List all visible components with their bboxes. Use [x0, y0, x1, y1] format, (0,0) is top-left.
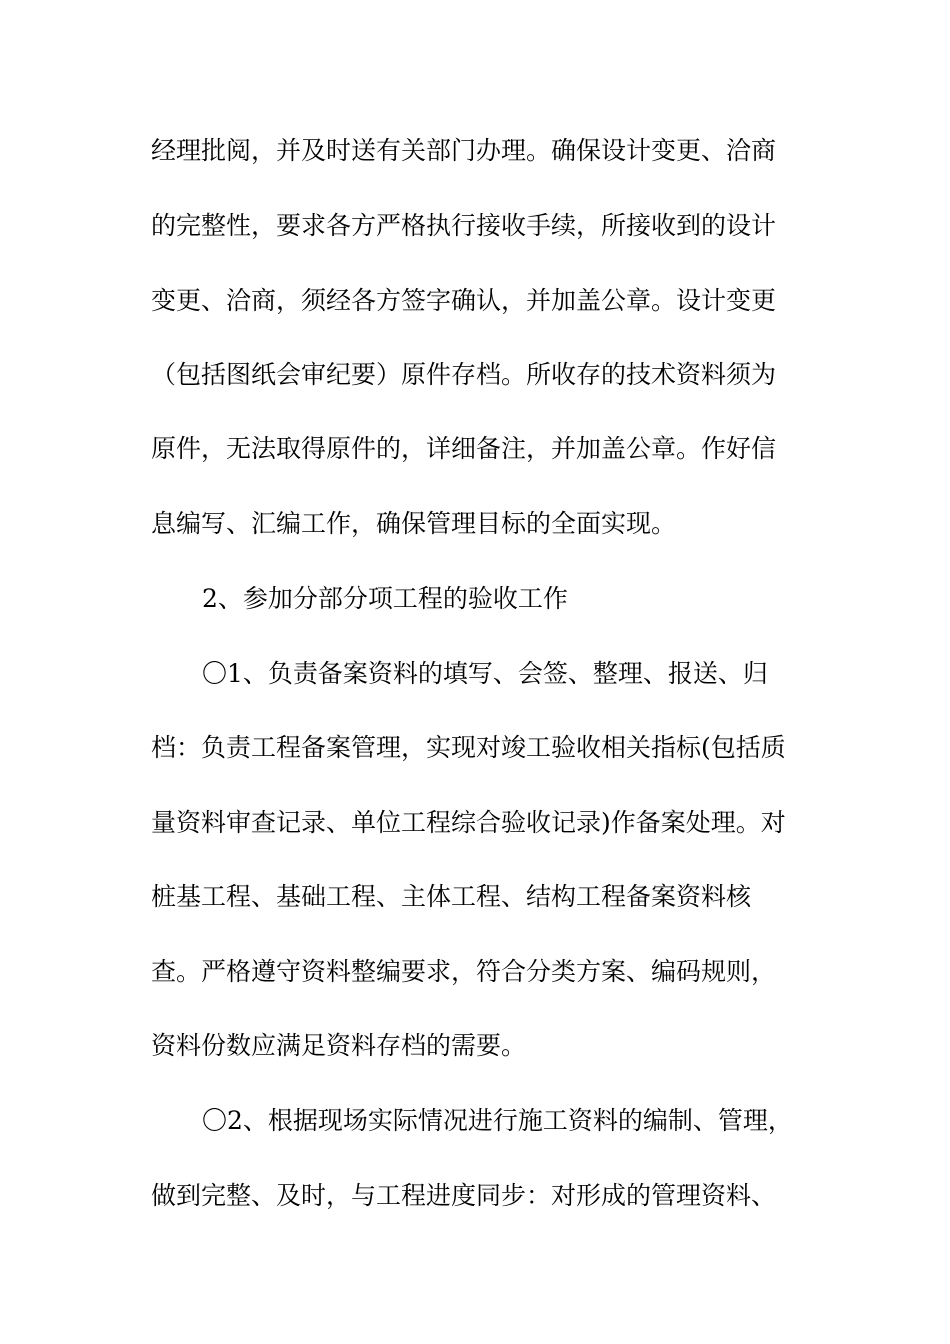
- section-heading: 2、参加分部分项工程的验收工作: [202, 584, 568, 613]
- list-item-start: 〇1、负责备案资料的填写、会签、整理、报送、归: [202, 659, 768, 688]
- text-line: 查。严格遵守资料整编要求，符合分类方案、编码规则，: [151, 957, 777, 986]
- text-line: （包括图纸会审纪要）原件存档。所收存的技术资料须为: [151, 360, 777, 389]
- text-line: 做到完整、及时，与工程进度同步：对形成的管理资料、: [151, 1181, 777, 1210]
- text-line: 量资料审查记录、单位工程综合验收记录)作备案处理。对: [151, 808, 786, 837]
- text-line: 原件，无法取得原件的，详细备注，并加盖公章。作好信: [151, 434, 777, 463]
- list-item-start: 〇2、根据现场实际情况进行施工资料的编制、管理，: [202, 1106, 793, 1135]
- text-line: 资料份数应满足资料存档的需要。: [151, 1031, 527, 1060]
- text-line: 息编写、汇编工作，确保管理目标的全面实现。: [151, 509, 677, 538]
- text-line: 桩基工程、基础工程、主体工程、结构工程备案资料核: [151, 882, 752, 911]
- text-line: 变更、洽商，须经各方签字确认，并加盖公章。设计变更: [151, 286, 777, 315]
- text-line: 经理批阅，并及时送有关部门办理。确保设计变更、洽商: [151, 136, 777, 165]
- text-line: 档：负责工程备案管理，实现对竣工验收相关指标(包括质: [151, 733, 786, 762]
- text-line: 的完整性，要求各方严格执行接收手续，所接收到的设计: [151, 211, 777, 240]
